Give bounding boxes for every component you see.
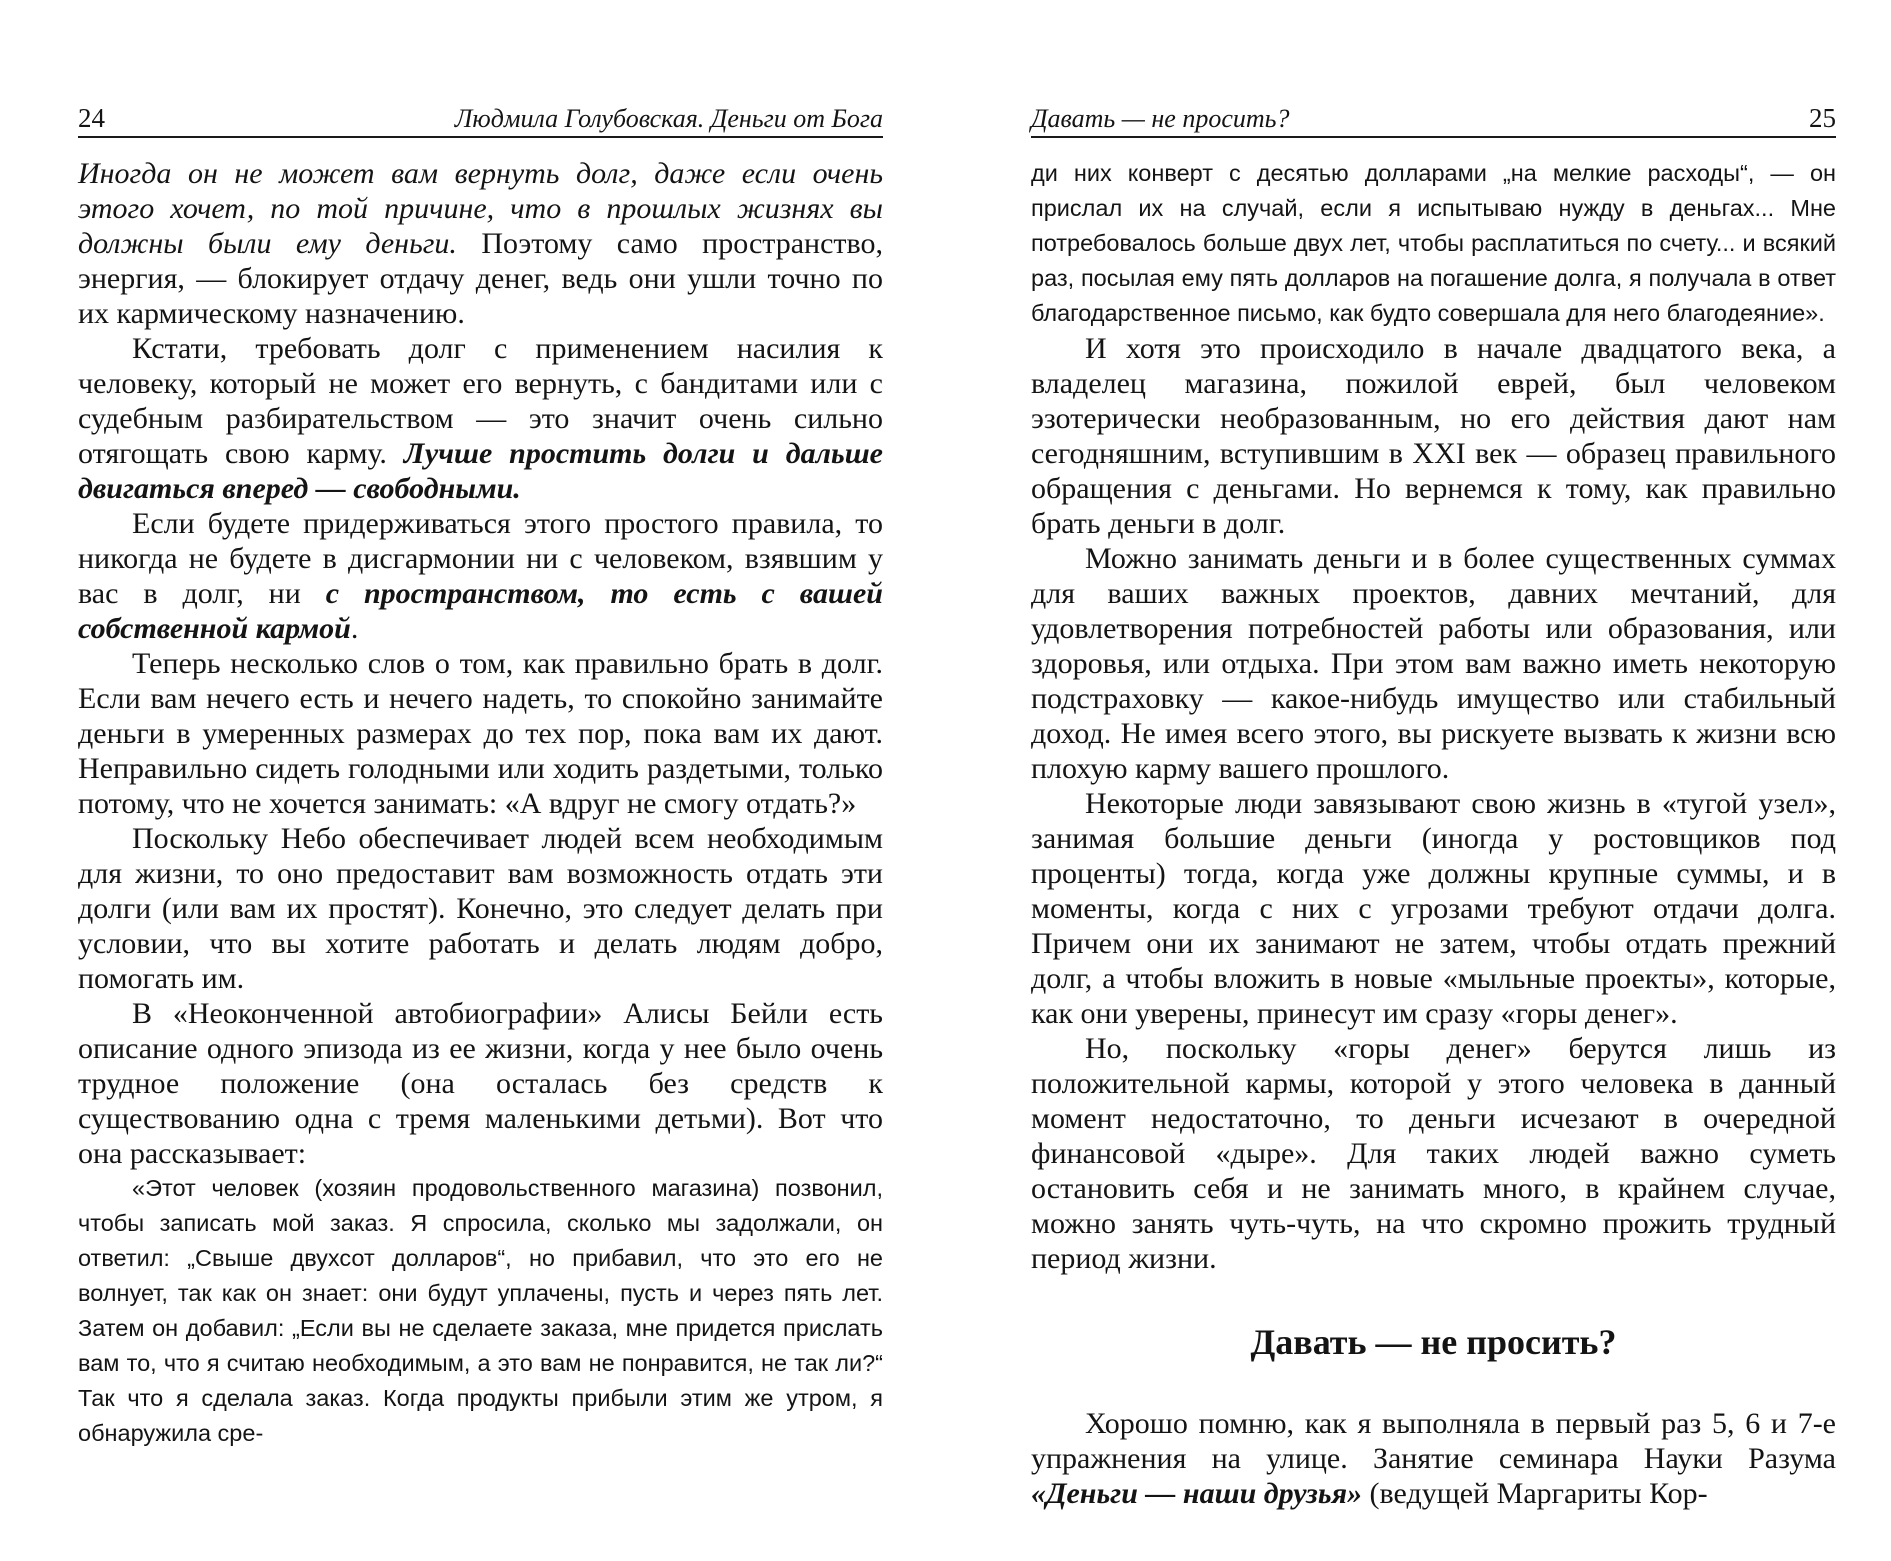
text-span: Можно занимать деньги и в более существенных суммах для ваших важных проектов, давних мечтаний, для удовлетворения потребностей работы или образования, или здоровья, или отдыха. При этом вам важно иметь некоторую подстраховку — какое-нибудь имущество или стабильный доход. Не имея всего этого, вы рискуете вызвать к жизни всю плохую карму вашего прошлого. — [1031, 542, 1836, 785]
paragraph — [78, 506, 883, 646]
paragraph — [78, 646, 883, 821]
paragraph — [1031, 1406, 1836, 1511]
page-number: 24 — [78, 103, 105, 133]
running-title: Давать — не просить? — [1031, 104, 1290, 133]
quote-text: ди них конверт с десятью долларами „на мелкие расходы“, — он прислал их на случай, если я испытываю нужду в деньгах... Мне потребовалось больше двух лет, чтобы расплатиться по счету... и всякий раз, посылая ему пять долларов на погашение долга, я получала в ответ благодарственное письмо, как будто совершала для него благодеяние». — [1031, 160, 1836, 326]
paragraph — [78, 821, 883, 996]
paragraph — [1031, 541, 1836, 786]
text-span: Если будете придерживаться этого простого правила, то никогда не будете в дисгармонии ни с человеком, взявшим у вас в долг, ни — [78, 507, 883, 610]
text-span: Теперь несколько слов о том, как правильно брать в долг. Если вам нечего есть и нечего надеть, то спокойно занимайте деньги в умеренных размерах до тех пор, пока вам их дают. Неправильно сидеть голодными или ходить раздетыми, только потому, что не хочется занимать: «А вдруг не смогу отдать?» — [78, 647, 883, 820]
text-span: Но, поскольку «горы денег» берутся лишь из положительной кармы, которой у этого человека в данный момент недостаточно, то деньги исчезают в очередной финансовой «дыре». Для таких людей важно суметь остановить себя и не занимать много, в крайнем случае, можно занять чуть-чуть, на что скромно прожить трудный период жизни. — [1031, 1032, 1836, 1275]
running-title: Людмила Голубовская. Деньги от Бога — [454, 104, 883, 133]
paragraph — [1031, 786, 1836, 1031]
bold-italic-text: с пространством, то есть с вашей собственной кармой — [78, 577, 883, 645]
text-span: И хотя это происходило в начале двадцатого века, а владелец магазина, пожилой еврей, был человеком эзотерически необразованным, но его действия дают нам сегодняшним, вступившим в XXI век — образец правильного обращения с деньгами. Но вернемся к тому, как правильно брать деньги в долг. — [1031, 332, 1836, 540]
section-heading: Давать — не просить? — [1250, 1322, 1617, 1362]
text-span: . — [350, 612, 359, 645]
text-span: Кстати, требовать долг с применением насилия к человеку, который не может его вернуть, с бандитами или с судебным разбирательством — это значит очень сильно отягощать свою карму. — [78, 332, 883, 470]
page-number: 25 — [1809, 103, 1836, 133]
right-page — [1031, 96, 1836, 1526]
block-quote-continued — [1031, 156, 1836, 331]
left-running-head — [78, 96, 883, 138]
bold-italic-text: «Деньги — наши друзья» — [1031, 1477, 1363, 1510]
paragraph — [78, 156, 883, 331]
right-body — [1031, 156, 1836, 1511]
left-page — [78, 96, 883, 1526]
text-span: (ведущей Маргариты Кор- — [1362, 1477, 1708, 1510]
right-running-head — [1031, 96, 1836, 138]
italic-text: Иногда он не может вам вернуть долг, даже если очень этого хочет, по той причине, что в прошлых жизнях вы должны были ему деньги. — [78, 157, 883, 260]
text-span: В «Неоконченной автобиографии» Алисы Бейли есть описание одного эпизода из ее жизни, когда у нее было очень трудное положение (она осталась без средств к существованию одна с тремя маленькими детьми). Вот что она рассказывает: — [78, 997, 883, 1170]
text-span: Поскольку Небо обеспечивает людей всем необходимым для жизни, то оно предоставит вам возможность отдать эти долги (или вам их простят). Конечно, это следует делать при условии, что вы хотите работать и делать людям добро, помогать им. — [78, 822, 883, 995]
text-span: Поэтому само пространство, энергия, — блокирует отдачу денег, ведь они ушли точно по их кармическому назначению. — [78, 227, 883, 330]
paragraph — [78, 331, 883, 506]
text-span: Некоторые люди завязывают свою жизнь в «тугой узел», занимая большие деньги (иногда у ростовщиков под проценты) тогда, когда уже должны крупные суммы, и в моменты, когда с них с угрозами требуют отдачи долга. Причем они их занимают не затем, чтобы отдать прежний долг, а чтобы вложить в новые «мыльные проекты», которые, как они уверены, принесут им сразу «горы денег». — [1031, 787, 1836, 1030]
paragraph — [1031, 331, 1836, 541]
block-quote — [78, 1171, 883, 1451]
left-body — [78, 156, 883, 1451]
paragraph — [78, 996, 883, 1171]
text-span: Хорошо помню, как я выполняла в первый раз 5, 6 и 7-е упражнения на улице. Занятие семинара Науки Разума — [1031, 1407, 1836, 1475]
bold-italic-text: Лучше простить долги и дальше двигаться вперед — свободными. — [78, 437, 883, 505]
quote-text: «Этот человек (хозяин продовольственного магазина) позвонил, чтобы записать мой заказ. Я спросила, сколько мы задолжали, он ответил: „Свыше двухсот долларов“, но прибавил, что это его не волнует, так как он знает: они будут уплачены, пусть и через пять лет. Затем он добавил: „Если вы не сделаете заказа, мне придется прислать вам то, что я считаю необходимым, а это вам не понравится, не так ли?“ Так что я сделала заказ. Когда продукты прибыли этим же утром, я обнаружила сре- — [78, 1175, 883, 1446]
paragraph — [1031, 1031, 1836, 1276]
